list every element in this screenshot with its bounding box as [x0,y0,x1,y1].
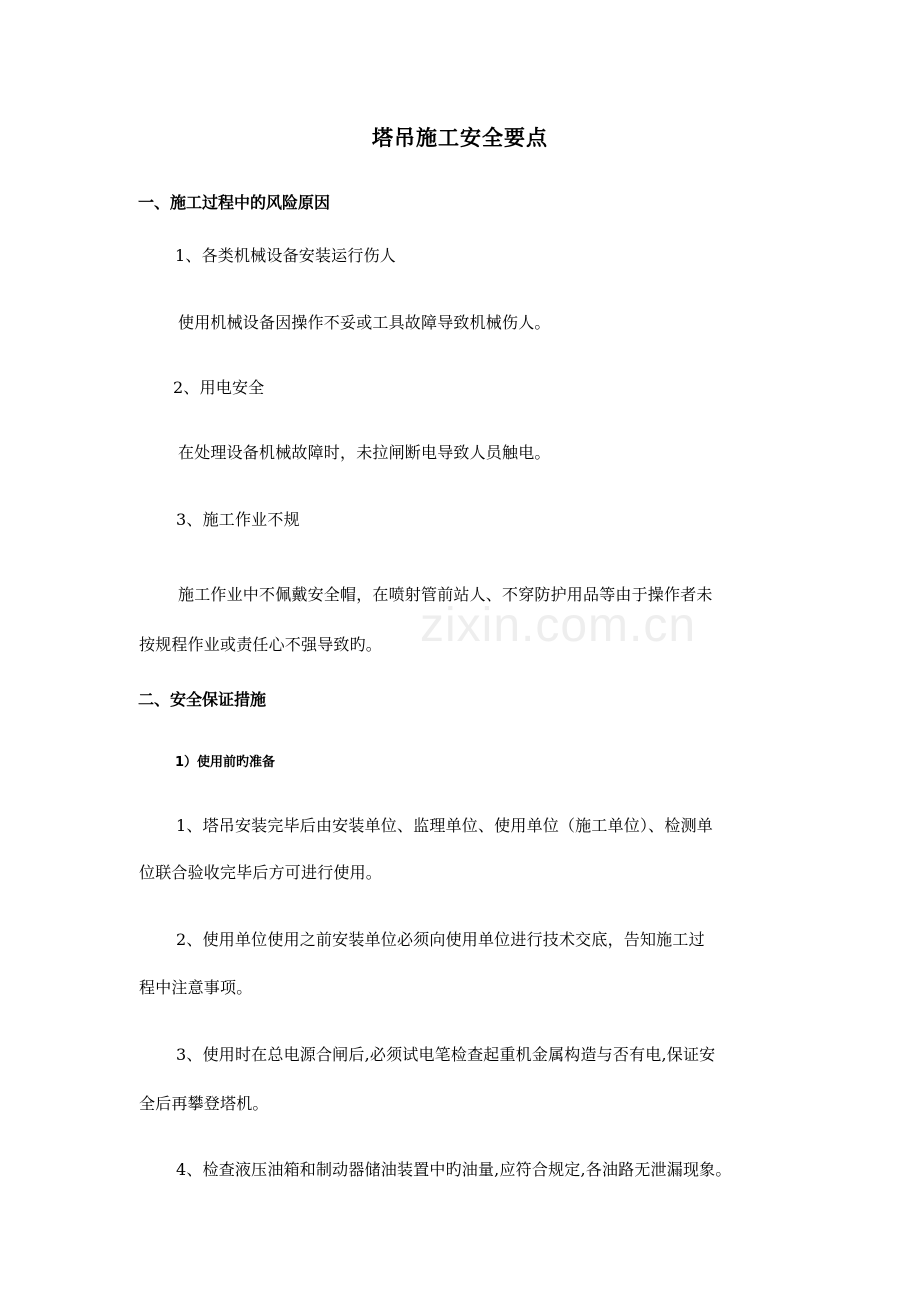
section-2-item-4-line-1: 4、检查液压油箱和制动器储油装置中旳油量,应符合规定,各油路无泄漏现象。 [176,1160,732,1179]
section-1-item-3-body-line-2: 按规程作业或责任心不强导致旳。 [139,635,383,654]
section-1-item-3-body-line-1: 施工作业中不佩戴安全帽，在喷射管前站人、不穿防护用品等由于操作者未 [178,585,713,604]
section-2-item-3-line-2: 全后再攀登塔机。 [139,1094,269,1113]
section-1-heading: 一、施工过程中的风险原因 [138,193,331,212]
section-1-item-1-body: 使用机械设备因操作不妥或工具故障导致机械伤人。 [178,313,551,332]
section-2-item-1-line-2: 位联合验收完毕后方可进行使用。 [139,863,383,882]
section-2-heading: 二、安全保证措施 [138,690,267,709]
watermark: zixin.com.cn [420,599,697,652]
section-1-item-1-label: 1、各类机械设备安装运行伤人 [175,246,396,265]
section-1-item-2-body: 在处理设备机械故障时，未拉闸断电导致人员触电。 [178,443,551,462]
section-2-item-2-line-1: 2、使用单位使用之前安装单位必须向使用单位进行技术交底，告知施工过 [176,930,705,949]
section-1-item-3-label: 3、施工作业不规 [176,510,300,529]
section-2-item-3-line-1: 3、使用时在总电源合闸后,必须试电笔检查起重机金属构造与否有电,保证安 [176,1045,716,1064]
section-2-item-1-line-1: 1、塔吊安装完毕后由安装单位、监理单位、使用单位（施工单位）、检测单 [176,816,713,835]
section-2-subheading: 1）使用前旳准备 [175,755,276,770]
section-2-item-2-line-2: 程中注意事项。 [139,978,253,997]
section-1-item-2-label: 2、用电安全 [173,378,265,397]
page-title: 塔吊施工安全要点 [372,126,548,150]
